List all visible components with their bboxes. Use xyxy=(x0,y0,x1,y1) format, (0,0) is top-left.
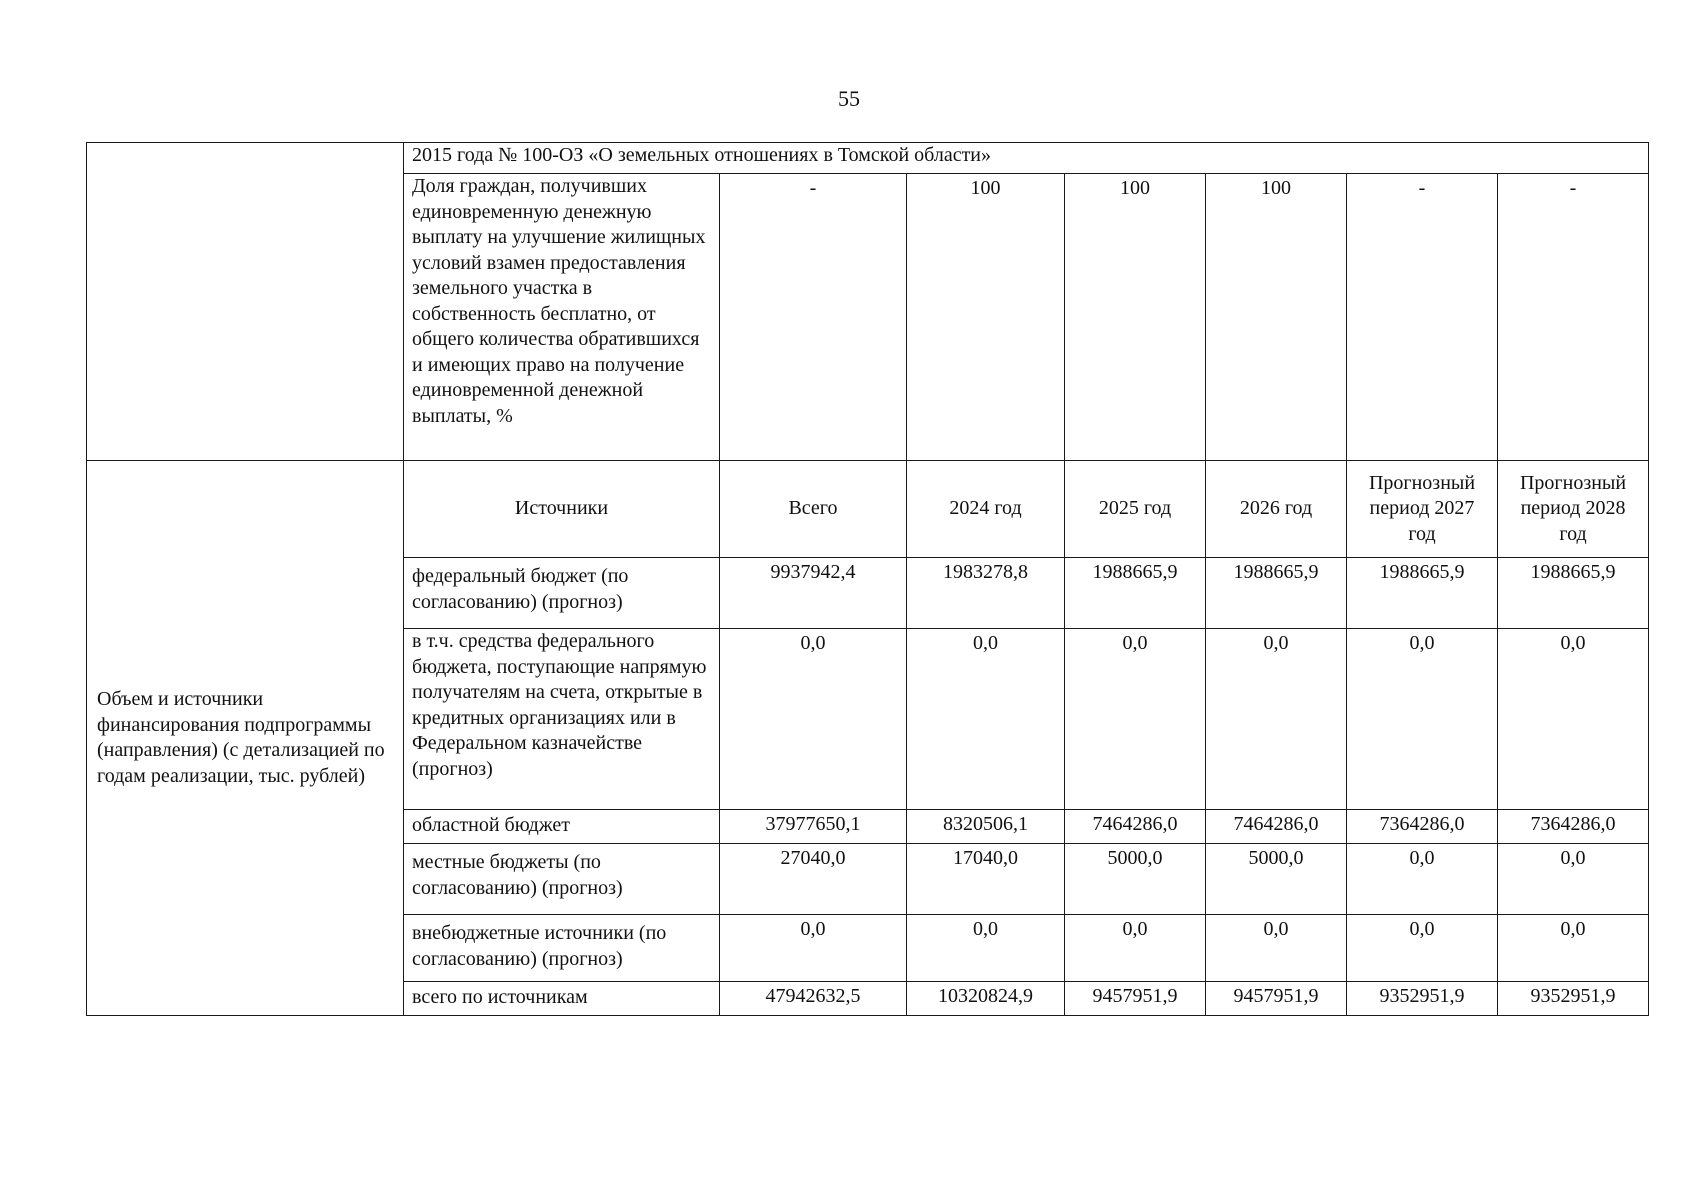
value-cell: 0,0 xyxy=(1206,915,1347,982)
indicator-value-cell: - xyxy=(1347,174,1498,461)
value-cell: 9457951,9 xyxy=(1065,982,1206,1016)
indicator-value-cell: 100 xyxy=(1065,174,1206,461)
indicator-value-cell: - xyxy=(1498,174,1649,461)
value-cell: 1988665,9 xyxy=(1206,558,1347,629)
column-header: 2026 год xyxy=(1206,461,1347,558)
value-cell: 5000,0 xyxy=(1065,844,1206,915)
passport-table xyxy=(86,142,1649,1016)
value-cell: 0,0 xyxy=(907,915,1065,982)
value-cell: 17040,0 xyxy=(907,844,1065,915)
value-cell: 1988665,9 xyxy=(1498,558,1649,629)
value-cell: 0,0 xyxy=(1347,629,1498,810)
value-cell: 0,0 xyxy=(1498,844,1649,915)
column-header: 2025 год xyxy=(1065,461,1206,558)
indicator-value-cell: 100 xyxy=(907,174,1065,461)
value-cell: 0,0 xyxy=(1498,629,1649,810)
source-name-cell: в т.ч. средства федерального бюджета, поступающие напрямую получателям на счета, открытые в кредитных организациях или в Федеральном казначействе (прогноз) xyxy=(404,629,720,810)
column-header: Всего xyxy=(720,461,907,558)
financing-label-cell: Объем и источники финансирования подпрограммы (направления) (с детализацией по годам реализации, тыс. рублей) xyxy=(87,461,404,1016)
indicator-value-cell: - xyxy=(720,174,907,461)
source-name-cell: местные бюджеты (по согласованию) (прогноз) xyxy=(404,844,720,915)
value-cell: 0,0 xyxy=(720,915,907,982)
table-row xyxy=(87,143,1649,174)
indicator-value-cell: 100 xyxy=(1206,174,1347,461)
value-cell: 0,0 xyxy=(1347,915,1498,982)
source-name-cell: областной бюджет xyxy=(404,810,720,844)
value-cell: 0,0 xyxy=(1347,844,1498,915)
value-cell: 37977650,1 xyxy=(720,810,907,844)
column-header: Прогнозный период 2028 год xyxy=(1498,461,1649,558)
value-cell: 0,0 xyxy=(1498,915,1649,982)
table-header-row xyxy=(87,461,1649,558)
column-header: 2024 год xyxy=(907,461,1065,558)
value-cell: 9352951,9 xyxy=(1498,982,1649,1016)
source-name-cell: всего по источникам xyxy=(404,982,720,1016)
law-reference-cell: 2015 года № 100-ОЗ «О земельных отношениях в Томской области» xyxy=(404,143,1649,174)
value-cell: 0,0 xyxy=(1065,915,1206,982)
indicator-name-cell: Доля граждан, получивших единовременную денежную выплату на улучшение жилищных условий взамен предоставления земельного участка в собственность бесплатно, от общего количества обратившихся и имеющих право на получение единовременной денежной выплаты, % xyxy=(404,174,720,461)
value-cell: 7364286,0 xyxy=(1347,810,1498,844)
value-cell: 27040,0 xyxy=(720,844,907,915)
empty-label-cell xyxy=(87,143,404,461)
value-cell: 7364286,0 xyxy=(1498,810,1649,844)
value-cell: 5000,0 xyxy=(1206,844,1347,915)
page-number: 55 xyxy=(838,86,860,111)
value-cell: 1983278,8 xyxy=(907,558,1065,629)
value-cell: 0,0 xyxy=(1206,629,1347,810)
column-header: Источники xyxy=(404,461,720,558)
value-cell: 9457951,9 xyxy=(1206,982,1347,1016)
column-header: Прогнозный период 2027 год xyxy=(1347,461,1498,558)
value-cell: 1988665,9 xyxy=(1065,558,1206,629)
value-cell: 9352951,9 xyxy=(1347,982,1498,1016)
value-cell: 7464286,0 xyxy=(1065,810,1206,844)
value-cell: 10320824,9 xyxy=(907,982,1065,1016)
value-cell: 1988665,9 xyxy=(1347,558,1498,629)
value-cell: 9937942,4 xyxy=(720,558,907,629)
source-name-cell: внебюджетные источники (по согласованию) (прогноз) xyxy=(404,915,720,982)
value-cell: 0,0 xyxy=(1065,629,1206,810)
source-name-cell: федеральный бюджет (по согласованию) (прогноз) xyxy=(404,558,720,629)
value-cell: 0,0 xyxy=(907,629,1065,810)
value-cell: 7464286,0 xyxy=(1206,810,1347,844)
value-cell: 8320506,1 xyxy=(907,810,1065,844)
value-cell: 0,0 xyxy=(720,629,907,810)
value-cell: 47942632,5 xyxy=(720,982,907,1016)
